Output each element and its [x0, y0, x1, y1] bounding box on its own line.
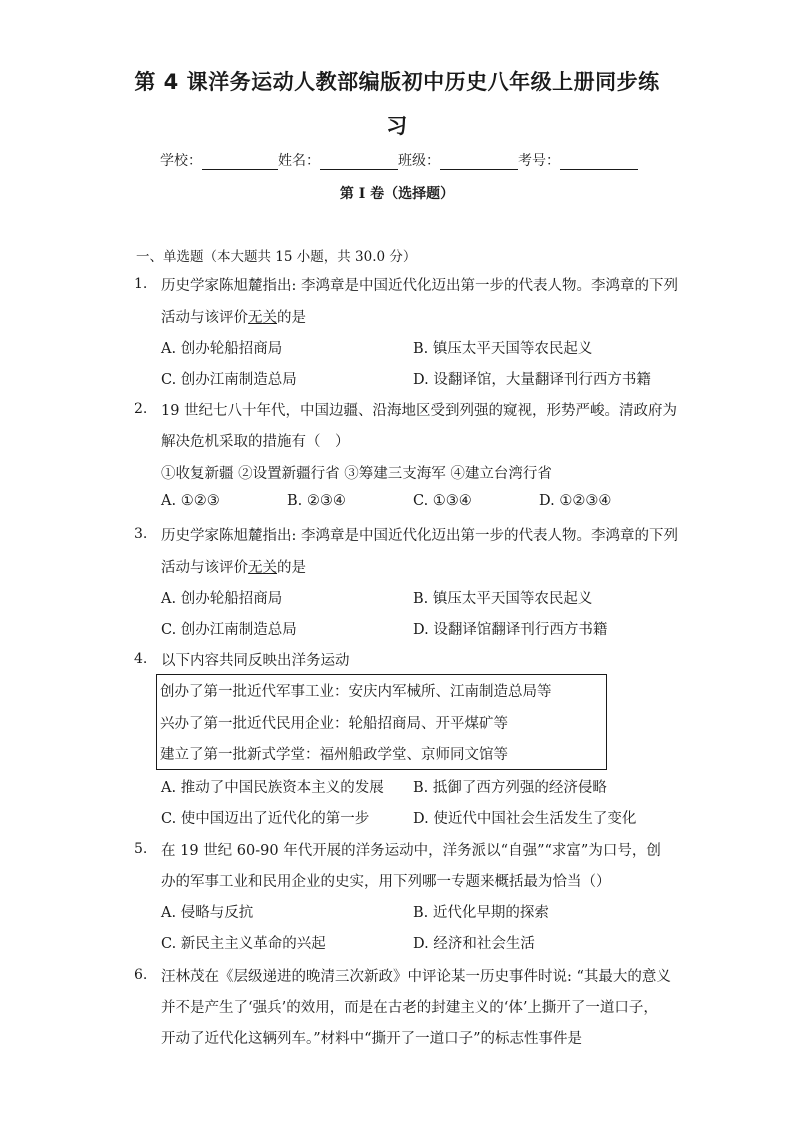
option-b[interactable]: B. 抵御了西方列强的经济侵略: [413, 780, 607, 796]
option-b[interactable]: B. 近代化早期的探索: [413, 905, 549, 921]
option-d[interactable]: D. ①②③④: [539, 493, 612, 509]
class-field[interactable]: [440, 153, 518, 170]
option-a[interactable]: A. 创办轮船招商局: [161, 591, 283, 607]
option-d[interactable]: D. 经济和社会生活: [413, 936, 535, 952]
question-stem-line: 解决危机采取的措施有（ ）: [161, 434, 350, 450]
material-line: 兴办了第一批近代民用企业：轮船招商局、开平煤矿等: [160, 716, 508, 732]
option-b[interactable]: B. 镇压太平天国等农民起义: [413, 341, 593, 357]
page-title: 第 4 课洋务运动人教部编版初中历史八年级上册同步练: [134, 70, 660, 94]
question-stem-line: 汪林茂在《层级递进的晚清三次新政》中评论某一历史事件时说: “其最大的意义: [161, 969, 671, 985]
question-stem-line: 并不是产生了‘强兵’的效用，而是在古老的封建主义的‘体’上撕开了一道口子，: [161, 1000, 658, 1016]
volume-heading: 第 I 卷（选择题）: [339, 186, 455, 202]
question-stem-line: 历史学家陈旭麓指出: 李鸿章是中国近代化迈出第一步的代表人物。李鸿章的下列: [161, 528, 678, 544]
school-field[interactable]: [202, 153, 278, 170]
question-stem-line: 以下内容共同反映出洋务运动: [161, 653, 350, 669]
question-stem-line: 历史学家陈旭麓指出: 李鸿章是中国近代化迈出第一步的代表人物。李鸿章的下列: [161, 278, 678, 294]
material-line: 创办了第一批近代军事工业：安庆内军械所、江南制造总局等: [160, 684, 552, 700]
option-d[interactable]: D. 设翻译馆翻译刊行西方书籍: [413, 622, 608, 638]
option-b[interactable]: B. 镇压太平天国等农民起义: [413, 591, 593, 607]
student-info-row: [160, 150, 638, 170]
question-number: 1.: [134, 276, 148, 292]
page-title-continued: 习: [386, 114, 408, 138]
option-c[interactable]: C. 使中国迈出了近代化的第一步: [161, 811, 370, 827]
option-d[interactable]: D. 使近代中国社会生活发生了变化: [413, 811, 637, 827]
question-stem-line: 活动与该评价无关的是: [161, 560, 306, 576]
option-c[interactable]: C. 创办江南制造总局: [161, 622, 297, 638]
question-stem-line: 19 世纪七八十年代，中国边疆、沿海地区受到列强的窥视，形势严峻。清政府为: [161, 403, 678, 419]
question-stem-line: 活动与该评价无关的是: [161, 310, 306, 326]
option-a[interactable]: A. 创办轮船招商局: [161, 341, 283, 357]
question-number: 4.: [134, 651, 148, 667]
option-a[interactable]: A. 推动了中国民族资本主义的发展: [161, 780, 384, 796]
question-number: 3.: [134, 526, 148, 542]
question-stem-line: 开动了近代化这辆列车。”材料中“撕开了一道口子”的标志性事件是: [161, 1031, 582, 1047]
option-a[interactable]: A. ①②③: [161, 493, 220, 509]
option-a[interactable]: A. 侵略与反抗: [161, 905, 254, 921]
question-stem-line: 在 19 世纪 60-90 年代开展的洋务运动中，洋务派以“自强”“求富”为口号，创: [161, 843, 661, 859]
section-heading: 一、单选题（本大题共 15 小题，共 30.0 分）: [136, 249, 417, 265]
option-c[interactable]: C. 新民主主义革命的兴起: [161, 936, 326, 952]
question-number: 6.: [134, 967, 148, 983]
emphasis-underline: 无关: [248, 310, 277, 326]
option-d[interactable]: D. 设翻译馆，大量翻译刊行西方书籍: [413, 372, 651, 388]
question-stem-line: 办的军事工业和民用企业的史实，用下列哪一专题来概括最为恰当（）: [161, 874, 611, 890]
name-label: 姓名：: [278, 153, 320, 169]
question-stem-line: ①收复新疆 ②设置新疆行省 ③筹建三支海军 ④建立台湾行省: [161, 466, 552, 482]
question-number: 5.: [134, 841, 148, 857]
option-b[interactable]: B. ②③④: [287, 493, 346, 509]
material-line: 建立了第一批新式学堂：福州船政学堂、京师同文馆等: [160, 747, 508, 763]
option-c[interactable]: C. 创办江南制造总局: [161, 372, 297, 388]
option-c[interactable]: C. ①③④: [413, 493, 472, 509]
name-field[interactable]: [320, 153, 398, 170]
emphasis-underline: 无关: [248, 560, 277, 576]
number-label: 考号：: [518, 153, 560, 169]
school-label: 学校：: [160, 153, 202, 169]
question-number: 2.: [134, 401, 148, 417]
class-label: 班级：: [398, 153, 440, 169]
number-field[interactable]: [560, 153, 638, 170]
